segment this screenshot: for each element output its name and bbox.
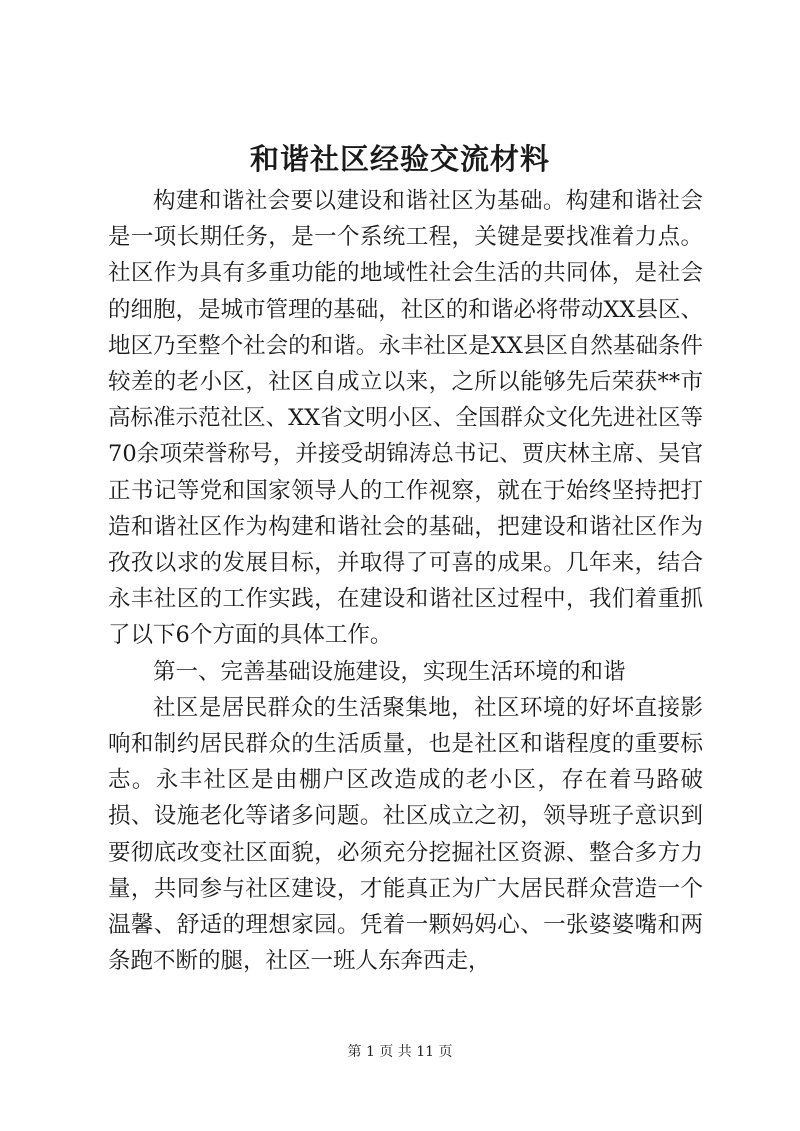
document-title: 和谐社区经验交流材料 [249,142,550,176]
section-heading-1: 第一、完善基础设施建设，实现生活环境的和谐 [153,658,626,685]
body-paragraph-section-1: 社区是居民群众的生活聚集地，社区环境的好坏直接影响和制约居民群众的生活质量，也是社区和谐程度的重要标志。永丰社区是由棚户区改造成的老小区，存在着马路破损、设施老化等诸多问题。社区成立之初，领导班子意识到要彻底改变社区面貌，必须充分挖掘社区资源、整合多方力量，共同参与社区建设，才能真正为广大居民群众营造一个温馨、舒适的理想家园。凭着一颗妈妈心、一张婆婆嘴和两条跑不断的腿，社区一班人东奔西走， [108,694,703,975]
body-paragraph-intro: 构建和谐社会要以建设和谐社区为基础。构建和谐社会是一项长期任务，是一个系统工程，关键是要找准着力点。社区作为具有多重功能的地域性社会生活的共同体，是社会的细胞，是城市管理的基础，社区的和谐必将带动XX县区、地区乃至整个社会的和谐。永丰社区是XX县区自然基础条件较差的老小区，社区自成立以来，之所以能够先后荣获**市高标准示范社区、XX省文明小区、全国群众文化先进社区等70余项荣誉称号，并接受胡锦涛总书记、贾庆林主席、吴官正书记等党和国家领导人的工作视察，就在于始终坚持把打造和谐社区作为构建和谐社会的基础，把建设和谐社区作为孜孜以求的发展目标，并取得了可喜的成果。几年来，结合永丰社区的工作实践，在建设和谐社区过程中，我们着重抓了以下6个方面的具体工作。 [108,188,703,649]
page-number-footer: 第 1 页 共 11 页 [347,1044,453,1060]
document-body [108,183,703,979]
